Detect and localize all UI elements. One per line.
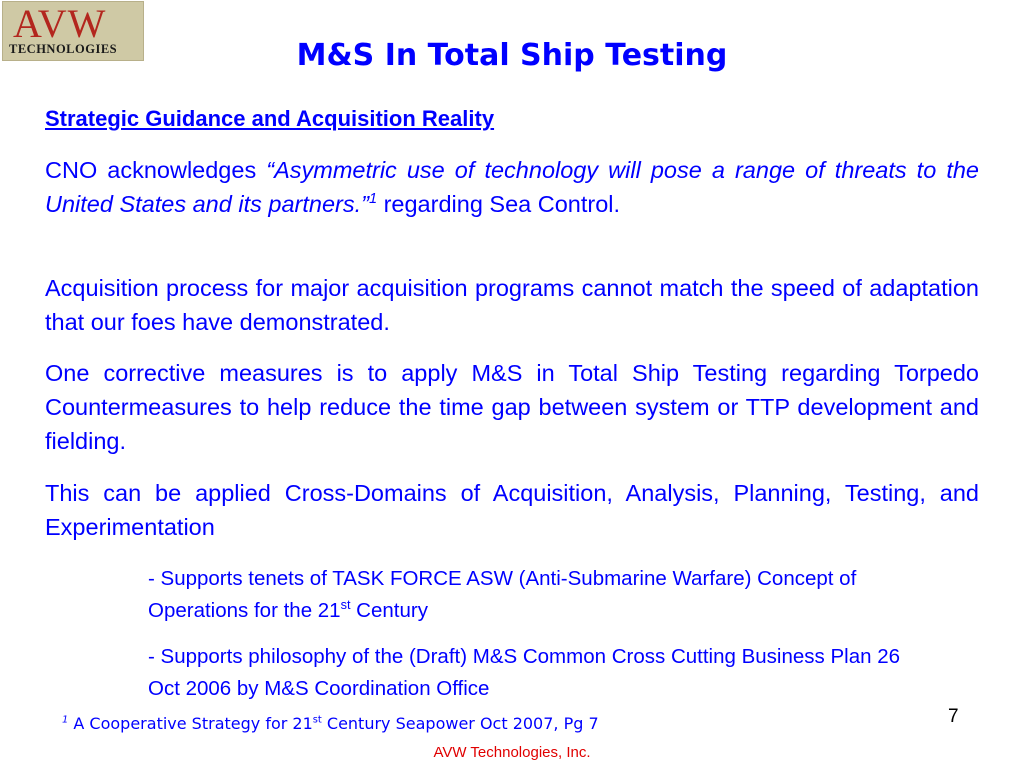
p1-lead: CNO acknowledges <box>45 157 267 183</box>
footnote <box>62 712 599 736</box>
paragraph-acquisition: Acquisition process for major acquisition programs cannot match the speed of adaptation that our foes have demonstrated. <box>45 275 979 335</box>
sub1-text: - Supports tenets of TASK FORCE ASW (Anti-Submarine Warfare) Concept of Operations for the 21 <box>148 567 857 622</box>
bullet-ms-business-plan: - Supports philosophy of the (Draft) M&S Common Cross Cutting Business Plan 26 Oct 2006 by M&S Coordination Office <box>148 645 900 700</box>
paragraph-corrective: One corrective measures is to apply M&S in Total Ship Testing regarding Torpedo Countermeasures to help reduce the time gap between system or TTP development and fielding. <box>45 360 979 454</box>
footnote-text: A Cooperative Strategy for 21 <box>68 714 313 733</box>
sub1-sup: st <box>340 597 351 613</box>
logo-subtitle: TECHNOLOGIES <box>9 42 118 56</box>
p1-quote: “Asymmetric use of technology will pose a range of threats to the United States and its partners.” <box>45 157 979 217</box>
sub1-tail: Century <box>350 599 428 622</box>
paragraph-cno <box>45 153 979 221</box>
logo-mark: AVW <box>13 1 107 46</box>
footnote-num: 1 <box>62 714 69 726</box>
footnote-tail: Century Seapower Oct 2007, Pg 7 <box>321 714 599 733</box>
slide-title: M&S In Total Ship Testing <box>296 38 728 73</box>
page-number: 7 <box>948 706 959 727</box>
footnote-sup: st <box>312 714 322 726</box>
p1-tail: regarding Sea Control. <box>383 191 621 217</box>
p1-footnote-ref: 1 <box>368 191 378 208</box>
paragraph-cross-domains: This can be applied Cross-Domains of Acquisition, Analysis, Planning, Testing, and Experimentation <box>45 480 979 540</box>
bullet-task-force-asw <box>148 563 908 627</box>
section-heading: Strategic Guidance and Acquisition Reality <box>45 106 495 131</box>
company-footer: AVW Technologies, Inc. <box>433 744 591 761</box>
